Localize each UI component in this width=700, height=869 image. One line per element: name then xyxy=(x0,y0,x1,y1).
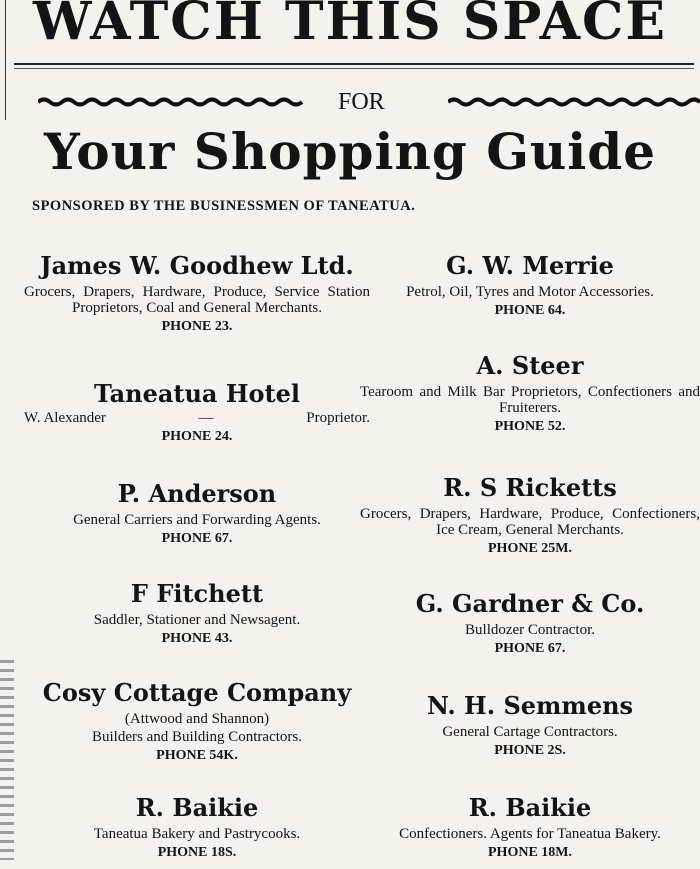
business-listing xyxy=(360,350,700,436)
business-name: A. Steer xyxy=(476,351,584,380)
business-name: G. W. Merrie xyxy=(446,251,614,280)
for-row xyxy=(0,88,700,116)
business-description: Petrol, Oil, Tyres and Motor Accessories. xyxy=(406,284,654,300)
business-name: N. H. Semmens xyxy=(426,691,634,720)
proprietor-role: Proprietor. xyxy=(306,410,370,426)
top-rule-thin xyxy=(14,68,694,69)
business-description: General Carriers and Forwarding Agents. xyxy=(73,512,321,528)
binding-edge-mark xyxy=(0,660,14,860)
business-phone: PHONE 64. xyxy=(494,303,566,318)
business-phone: PHONE 43. xyxy=(161,631,233,646)
business-listing xyxy=(360,690,700,760)
business-phone: PHONE 23. xyxy=(161,319,233,334)
business-listing xyxy=(360,472,700,558)
business-phone: PHONE 67. xyxy=(494,641,566,656)
business-phone: PHONE 2S. xyxy=(494,743,566,758)
business-phone: PHONE 54K. xyxy=(156,748,238,763)
business-description: Confectioners. Agents for Taneatua Bakery. xyxy=(399,826,661,842)
top-rule xyxy=(14,63,694,65)
business-name: Cosy Cottage Company xyxy=(42,678,352,707)
business-description: General Cartage Contractors. xyxy=(442,724,618,740)
business-phone: PHONE 18S. xyxy=(157,845,237,860)
business-description: Saddler, Stationer and Newsagent. xyxy=(93,612,301,628)
business-listing xyxy=(24,792,370,862)
business-listing xyxy=(24,578,370,648)
business-name: Taneatua Hotel xyxy=(94,379,300,408)
business-listing xyxy=(360,588,700,658)
business-name: R. S Ricketts xyxy=(443,473,617,502)
business-phone: PHONE 18M. xyxy=(488,845,572,860)
business-name: James W. Goodhew Ltd. xyxy=(40,251,354,280)
business-description: Tearoom and Milk Bar Proprietors, Confectioners and Fruiterers. xyxy=(360,384,700,416)
headline: Your Shopping Guide xyxy=(43,122,657,181)
business-phone: PHONE 24. xyxy=(161,429,233,444)
sponsor-line: SPONSORED BY THE BUSINESSMEN OF TANEATUA. xyxy=(32,198,416,214)
business-phone: PHONE 25M. xyxy=(488,541,572,556)
business-name: R. Baikie xyxy=(135,793,259,822)
business-description: Bulldozer Contractor. xyxy=(465,622,595,638)
for-label: FOR xyxy=(338,89,385,115)
business-name: R. Baikie xyxy=(468,793,592,822)
business-listing xyxy=(24,677,370,765)
wave-ornament-right xyxy=(448,97,700,107)
business-listing xyxy=(360,792,700,862)
proprietor-name: W. Alexander xyxy=(24,410,106,426)
business-listing xyxy=(360,250,700,320)
business-description: Grocers, Drapers, Hardware, Produce, Confectioners, Ice Cream, General Merchants. xyxy=(360,506,700,538)
business-phone: PHONE 52. xyxy=(494,419,566,434)
business-listing xyxy=(24,250,370,336)
business-subtitle: (Attwood and Shannon) xyxy=(124,711,270,727)
business-name: G. Gardner & Co. xyxy=(415,589,645,618)
business-listing xyxy=(24,478,370,548)
dash: — xyxy=(198,410,214,426)
business-listing xyxy=(24,378,370,446)
business-phone: PHONE 67. xyxy=(161,531,233,546)
business-name: P. Anderson xyxy=(117,479,277,508)
left-edge-line xyxy=(5,0,6,120)
business-description: Builders and Building Contractors. xyxy=(92,729,302,745)
business-name: F Fitchett xyxy=(130,579,264,608)
business-description: Taneatua Bakery and Pastrycooks. xyxy=(93,826,301,842)
business-description: Grocers, Drapers, Hardware, Produce, Service Station Proprietors, Coal and General Merchants. xyxy=(24,284,370,316)
wave-ornament-left xyxy=(38,97,306,107)
proprietor-row xyxy=(24,410,370,426)
banner-title: WATCH THIS SPACE xyxy=(33,0,667,52)
